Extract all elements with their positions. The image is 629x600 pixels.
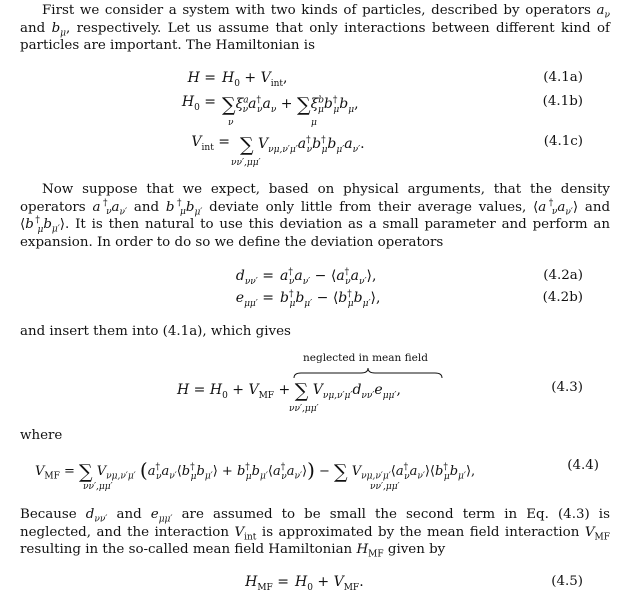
mf-line-3b: given by bbox=[387, 542, 446, 557]
equation-4-1a bbox=[0, 70, 629, 92]
eq-4-1c-number: (4.1c) bbox=[543, 134, 583, 149]
deviation-line-2b: and bbox=[584, 199, 611, 215]
intro-line-2: respectively. Let us assume that only interactions between different kind of particles bbox=[20, 20, 611, 53]
eq-4-4-sum2-index: νν′,μμ′ bbox=[370, 482, 400, 492]
eq-4-1a-lhs: H = bbox=[187, 70, 216, 86]
eq-4-2a-rhs: $a^\dagger_\nu a_{\nu'}$ − $⟨a^\dagger_\nu a_{\nu'}⟩$, bbox=[280, 267, 377, 287]
mf-line-2a: and the interaction bbox=[96, 524, 229, 540]
paragraph-mean-field: Because $d_{\nu\nu'}$ and $e_{\mu\mu'}$ are assumed to be small the second term in Eq. (4.3) is neglected, and the interaction $V_{int}$ is approximated by the mean field interaction $V_{MF}$ resulting in the so-called mean field Hamiltonian $H_{MF}$ given by bbox=[20, 507, 610, 560]
eq-4-2a-lhs: $d_{\nu\nu'}$ = bbox=[235, 268, 274, 287]
eq-4-1b-rhs: $\sum\xi^a_\nu a^\dagger_\nu a_\nu + \sum\xi^b_\mu b^\dagger_\mu b_\mu$, bbox=[222, 94, 359, 116]
eq-4-4-number: (4.4) bbox=[567, 458, 599, 473]
deviation-line-4: do so we define the deviation operators bbox=[174, 234, 444, 250]
paragraph-insert bbox=[20, 323, 610, 341]
paragraph-deviation: Now suppose that we expect, based on physical arguments, that the density operators $a^\dagger_\nu a_{\nu'}$ and $b^\dagger_\mu b_{\mu'}$ deviate only little from their average values, $⟨a^\dagger_\nu a_{\nu'}⟩$ and $⟨b^\dagger_\mu b_{\mu'}⟩$. It is then natural to use this deviation as a small parameter and perform an expansion. In order to do so we define the deviation operators bbox=[20, 182, 611, 250]
eq-4-5-number: (4.5) bbox=[551, 574, 583, 589]
eq-4-1c-lhs: $V_{int}$ = bbox=[191, 134, 230, 153]
where-text: where bbox=[20, 428, 63, 443]
eq-4-3-sum-index: νν′,μμ′ bbox=[289, 404, 319, 414]
eq-4-1b-sum2-index: μ bbox=[311, 118, 317, 128]
eq-4-2b-number: (4.2b) bbox=[542, 290, 583, 305]
eq-4-1b-number: (4.1b) bbox=[542, 94, 583, 109]
paragraph-where bbox=[20, 427, 610, 445]
eq-4-1b-sum1-index: ν bbox=[228, 118, 234, 128]
eq-4-5-rhs: $H_0 + V_{MF}$. bbox=[295, 574, 364, 593]
mf-line-1c: are assumed to be small the second term in Eq. (4.3) is neglected, bbox=[20, 507, 610, 540]
mf-line-1b: and bbox=[116, 507, 142, 522]
deviation-line-3: natural to use this deviation as a small parameter and perform an expansion. In order to bbox=[20, 217, 611, 250]
eq-4-2b-lhs: $e_{\mu\mu'}$ = bbox=[235, 290, 274, 309]
eq-4-3-body: $H = H_0 + V_{MF}$ + ∑ $V_{\nu\mu,\nu'\mu'}d_{\nu\nu'}e_{\mu\mu'}$, bbox=[177, 380, 401, 402]
deviation-line-2c: . It is then bbox=[65, 217, 140, 232]
equation-4-1c bbox=[0, 134, 629, 168]
intro-line-3: are important. The Hamiltonian is bbox=[83, 38, 315, 53]
equation-4-1b bbox=[0, 94, 629, 128]
eq-4-1a-rhs: $H_0 + V_{int}$, bbox=[222, 70, 288, 89]
mf-line-3a: the so-called mean field Hamiltonian bbox=[102, 542, 353, 557]
mf-line-2b: is approximated by the mean field interaction bbox=[261, 524, 580, 540]
eq-4-4-body: $V_{MF}$ = ∑ $V_{\nu\mu,\nu'\mu'}$ ($a^\dagger_\nu a_{\nu'}⟨b^\dagger_\mu b_{\mu'}⟩$ + $b^\dagger_\mu b_{\mu'}⟨a^\dagger_\nu a_{\nu'}⟩$) − ∑ $V_{\nu\mu,\nu'\mu'}⟨a^\dagger_\nu a_{\nu'}⟩⟨b^\dagger_\mu b_{\mu'}⟩$, bbox=[35, 458, 476, 483]
paragraph-intro: First we consider a system with two kinds of particles, described by operators $a_\nu$ and $b_\mu$, respectively. Let us assume that only interactions between different kind of particles are important. The Hamiltonian is bbox=[20, 3, 611, 53]
eq-4-2a-number: (4.2a) bbox=[543, 268, 583, 283]
mf-line-1a: Because bbox=[20, 507, 77, 522]
deviation-line-2a: deviate only little from their average values, bbox=[209, 199, 527, 215]
equation-4-2a bbox=[0, 268, 629, 290]
equation-4-4 bbox=[0, 458, 629, 492]
eq-4-2b-rhs: $b^\dagger_\mu b_{\mu'}$ − $⟨b^\dagger_\mu b_{\mu'}⟩$, bbox=[280, 289, 381, 309]
eq-4-1a-number: (4.1a) bbox=[543, 70, 583, 85]
mf-line-2c: resulting in bbox=[20, 542, 99, 557]
equation-4-2b bbox=[0, 290, 629, 312]
equation-4-5 bbox=[0, 574, 629, 596]
eq-4-3-number: (4.3) bbox=[551, 380, 583, 395]
eq-4-1c-rhs: ∑ $V_{\nu\mu,\nu'\mu'}a^\dagger_\nu b^\dagger_\mu b_{\mu'}a_{\nu'}$. bbox=[240, 134, 365, 156]
eq-4-1b-lhs: $H_0$ = bbox=[181, 94, 216, 113]
overbrace-icon bbox=[293, 367, 443, 379]
eq-4-1c-sum-index: νν′,μμ′ bbox=[231, 158, 261, 168]
eq-4-4-sum1-index: νν′,μμ′ bbox=[83, 482, 113, 492]
equation-4-3 bbox=[0, 380, 629, 414]
equation-4-3-brace-group bbox=[0, 350, 629, 380]
deviation-line-1: Now suppose that we expect, based on physical arguments, that the density operators bbox=[20, 182, 610, 215]
eq-4-3-brace-label: neglected in mean field bbox=[303, 352, 428, 364]
eq-4-5-lhs: $H_{MF}$ = bbox=[245, 574, 289, 593]
insert-text: and insert them into (4.1a), which gives bbox=[20, 324, 291, 339]
intro-line-1: First we consider a system with two kinds of particles, described by operators bbox=[42, 3, 591, 18]
